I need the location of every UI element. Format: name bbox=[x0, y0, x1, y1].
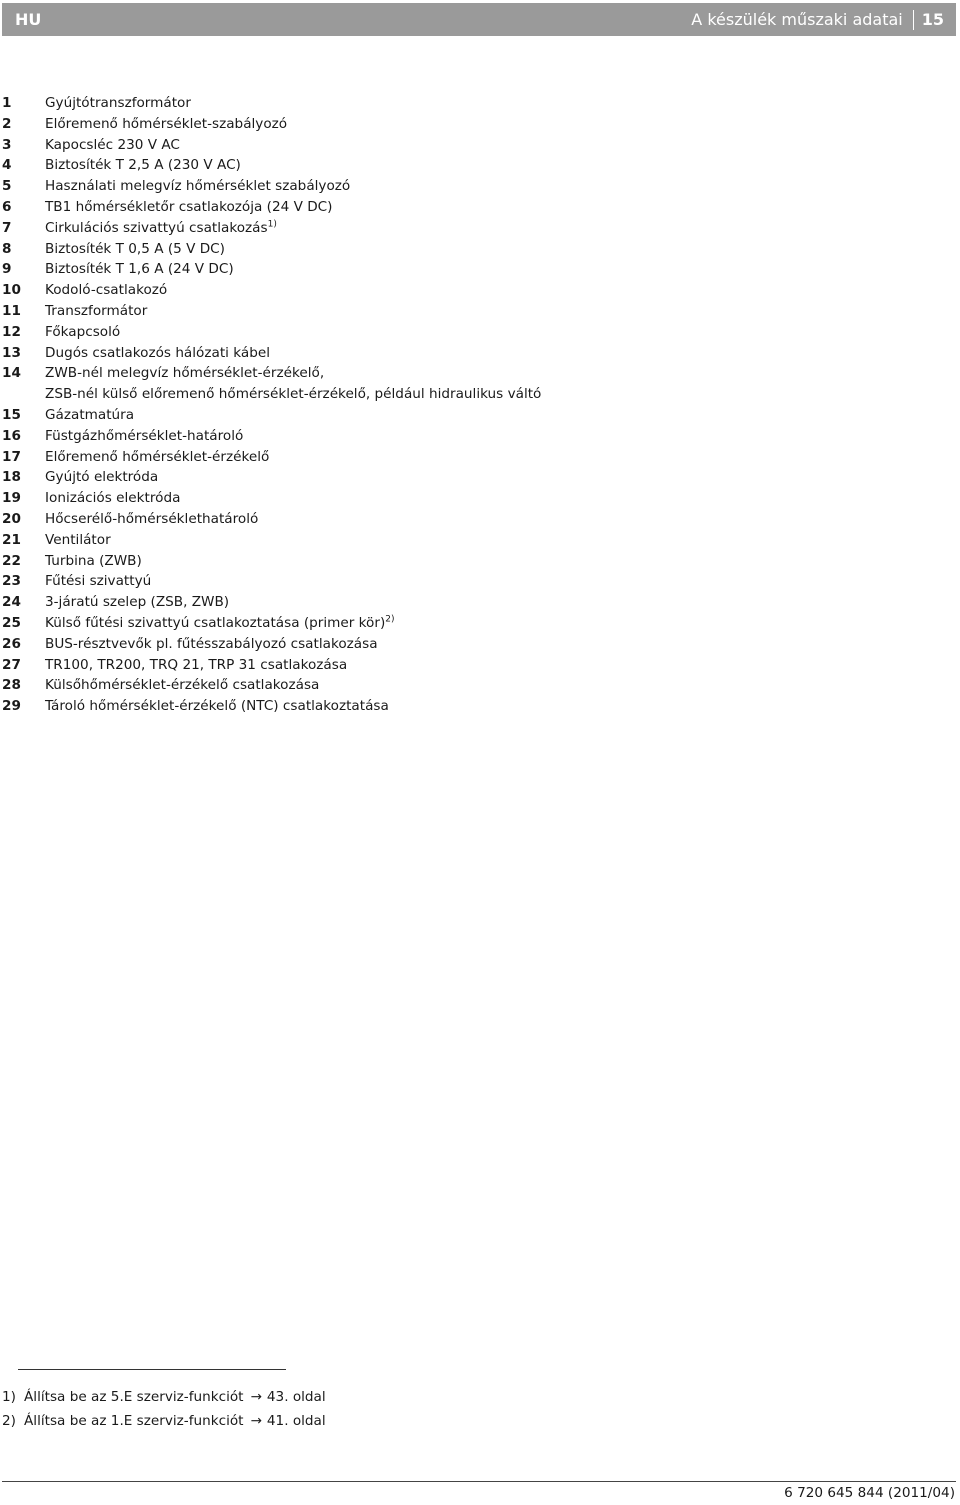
footnote bbox=[2, 1410, 326, 1434]
legend-text bbox=[45, 322, 120, 343]
legend-number: 21 bbox=[2, 531, 21, 548]
legend-text bbox=[45, 114, 287, 135]
footnote-divider bbox=[18, 1369, 286, 1370]
legend-number: 14 bbox=[2, 365, 21, 382]
legend-item bbox=[2, 530, 702, 551]
legend-label: Biztosíték T 2,5 A (230 V AC) bbox=[45, 157, 241, 174]
legend-number: 3 bbox=[2, 136, 12, 153]
legend-label: BUS-résztvevők pl. fűtésszabályozó csatlakozása bbox=[45, 635, 378, 652]
legend-text bbox=[45, 343, 270, 364]
legend-label: 3-járatú szelep (ZSB, ZWB) bbox=[45, 594, 230, 611]
legend-number: 17 bbox=[2, 448, 21, 465]
legend-text bbox=[45, 488, 180, 509]
page-header bbox=[2, 3, 956, 36]
header-right bbox=[691, 10, 944, 30]
legend-label: Ventilátor bbox=[45, 531, 111, 548]
legend-text bbox=[45, 655, 347, 676]
legend-label: Cirkulációs szivattyú csatlakozás bbox=[45, 219, 268, 236]
legend-number: 24 bbox=[2, 594, 21, 611]
legend-item bbox=[2, 343, 702, 364]
legend-text bbox=[45, 613, 395, 634]
legend-item bbox=[2, 197, 702, 218]
legend-item bbox=[2, 384, 702, 405]
legend-text bbox=[45, 301, 147, 322]
footnote-mark: 2) bbox=[2, 1412, 16, 1429]
legend-label: Előremenő hőmérséklet-érzékelő bbox=[45, 448, 270, 465]
legend-label: TR100, TR200, TRQ 21, TRP 31 csatlakozása bbox=[45, 656, 348, 673]
legend-text bbox=[45, 696, 389, 717]
footnotes bbox=[2, 1386, 326, 1433]
legend-text bbox=[45, 93, 191, 114]
footnote-ref: 1) bbox=[267, 219, 277, 230]
header-separator bbox=[913, 10, 914, 30]
legend-label: Füstgázhőmérséklet-határoló bbox=[45, 427, 244, 444]
legend-item bbox=[2, 655, 702, 676]
legend-item bbox=[2, 551, 702, 572]
legend-item bbox=[2, 675, 702, 696]
legend-text bbox=[45, 675, 319, 696]
legend-item bbox=[2, 155, 702, 176]
legend-label: Dugós csatlakozós hálózati kábel bbox=[45, 344, 270, 361]
legend-label: Hőcserélő-hőmérséklethatároló bbox=[45, 510, 259, 527]
legend-text bbox=[45, 135, 180, 156]
legend-number: 7 bbox=[2, 219, 12, 236]
footnote-text: Állítsa be az 1.E szerviz-funkciót bbox=[24, 1412, 244, 1429]
legend-label: Kodoló-csatlakozó bbox=[45, 282, 168, 299]
legend-text bbox=[45, 259, 234, 280]
section-title: A készülék műszaki adatai bbox=[691, 10, 903, 29]
legend-text bbox=[45, 530, 111, 551]
legend-label: Külsőhőmérséklet-érzékelő csatlakozása bbox=[45, 677, 320, 694]
legend-label: Külső fűtési szivattyú csatlakoztatása (primer kör) bbox=[45, 614, 386, 631]
legend-label: Főkapcsoló bbox=[45, 323, 121, 340]
footnote bbox=[2, 1386, 326, 1410]
legend-number: 29 bbox=[2, 698, 21, 715]
legend-text bbox=[45, 592, 229, 613]
legend-label: TB1 hőmérsékletőr csatlakozója (24 V DC) bbox=[45, 198, 333, 215]
arrow-right-icon: → bbox=[250, 1389, 262, 1405]
legend-number: 2 bbox=[2, 115, 12, 132]
legend-number: 10 bbox=[2, 282, 21, 299]
legend-number: 20 bbox=[2, 510, 21, 527]
legend-number: 25 bbox=[2, 614, 21, 631]
legend-item bbox=[2, 301, 702, 322]
legend-item bbox=[2, 467, 702, 488]
legend-text bbox=[45, 467, 158, 488]
legend-item bbox=[2, 571, 702, 592]
legend-text bbox=[45, 571, 151, 592]
legend-number: 8 bbox=[2, 240, 12, 257]
legend-label: Gyújtó elektróda bbox=[45, 469, 159, 486]
page-reference: 41. oldal bbox=[266, 1412, 326, 1429]
legend-label: Tároló hőmérséklet-érzékelő (NTC) csatlakoztatása bbox=[45, 698, 389, 715]
legend-label: Használati melegvíz hőmérséklet szabályozó bbox=[45, 178, 351, 195]
legend-text bbox=[45, 197, 332, 218]
legend-item bbox=[2, 488, 702, 509]
legend-text bbox=[45, 384, 541, 405]
legend-number: 5 bbox=[2, 178, 12, 195]
legend-number: 13 bbox=[2, 344, 21, 361]
legend-number: 27 bbox=[2, 656, 21, 673]
legend-label: Turbina (ZWB) bbox=[45, 552, 142, 569]
legend-label: Ionizációs elektróda bbox=[45, 490, 181, 507]
legend-label: Biztosíték T 0,5 A (5 V DC) bbox=[45, 240, 225, 257]
legend-item bbox=[2, 135, 702, 156]
legend-item bbox=[2, 114, 702, 135]
legend-number: 19 bbox=[2, 490, 21, 507]
legend-label: ZWB-nél melegvíz hőmérséklet-érzékelő, bbox=[45, 365, 325, 382]
legend-number: 28 bbox=[2, 677, 21, 694]
legend-label: Biztosíték T 1,6 A (24 V DC) bbox=[45, 261, 234, 278]
footnote-ref: 2) bbox=[385, 614, 395, 625]
language-code: HU bbox=[15, 10, 42, 29]
legend-label: Transzformátor bbox=[45, 302, 148, 319]
legend-number: 16 bbox=[2, 427, 21, 444]
footnote-mark: 1) bbox=[2, 1389, 16, 1405]
legend-item bbox=[2, 363, 702, 384]
footnote-text: Állítsa be az 5.E szerviz-funkciót bbox=[24, 1389, 244, 1405]
legend-label: Fűtési szivattyú bbox=[45, 573, 152, 590]
legend-item bbox=[2, 509, 702, 530]
document-number: 6 720 645 844 (2011/04) bbox=[784, 1485, 955, 1501]
legend-text bbox=[45, 280, 167, 301]
legend-label: ZSB-nél külső előremenő hőmérséklet-érzékelő, például hidraulikus váltó bbox=[45, 386, 542, 403]
legend-number: 15 bbox=[2, 406, 21, 423]
legend-number: 26 bbox=[2, 635, 21, 652]
legend-item bbox=[2, 447, 702, 468]
legend-number: 12 bbox=[2, 323, 21, 340]
legend-label: Előremenő hőmérséklet-szabályozó bbox=[45, 115, 288, 132]
legend-item bbox=[2, 592, 702, 613]
legend-text bbox=[45, 509, 258, 530]
legend-text bbox=[45, 426, 243, 447]
legend-item bbox=[2, 280, 702, 301]
page-number: 15 bbox=[921, 10, 944, 29]
legend-number: 18 bbox=[2, 469, 21, 486]
legend-item bbox=[2, 405, 702, 426]
legend-text bbox=[45, 239, 225, 260]
legend-item bbox=[2, 634, 702, 655]
legend-text bbox=[45, 155, 241, 176]
component-legend bbox=[2, 93, 702, 717]
page-reference: 43. oldal bbox=[266, 1389, 326, 1405]
legend-number: 23 bbox=[2, 573, 21, 590]
legend-label: Gyújtótranszformátor bbox=[45, 95, 191, 111]
legend-item bbox=[2, 239, 702, 260]
legend-item bbox=[2, 613, 702, 634]
legend-number: 1 bbox=[2, 95, 12, 111]
legend-item bbox=[2, 696, 702, 717]
legend-text bbox=[45, 447, 269, 468]
legend-item bbox=[2, 322, 702, 343]
legend-number: 6 bbox=[2, 198, 12, 215]
legend-text bbox=[45, 634, 378, 655]
legend-item bbox=[2, 426, 702, 447]
legend-number bbox=[2, 384, 45, 405]
legend-text bbox=[45, 218, 277, 239]
legend-number: 9 bbox=[2, 261, 12, 278]
legend-item bbox=[2, 93, 702, 114]
legend-text bbox=[45, 405, 134, 426]
legend-label: Kapocsléc 230 V AC bbox=[45, 136, 180, 153]
legend-text bbox=[45, 176, 350, 197]
legend-text bbox=[45, 551, 142, 572]
legend-number: 4 bbox=[2, 157, 12, 174]
arrow-right-icon: → bbox=[250, 1412, 262, 1429]
legend-number: 11 bbox=[2, 302, 21, 319]
legend-item bbox=[2, 218, 702, 239]
legend-text bbox=[45, 363, 324, 384]
legend-item bbox=[2, 259, 702, 280]
legend-label: Gázatmatúra bbox=[45, 406, 135, 423]
footer-divider bbox=[2, 1481, 956, 1482]
legend-item bbox=[2, 176, 702, 197]
legend-number: 22 bbox=[2, 552, 21, 569]
